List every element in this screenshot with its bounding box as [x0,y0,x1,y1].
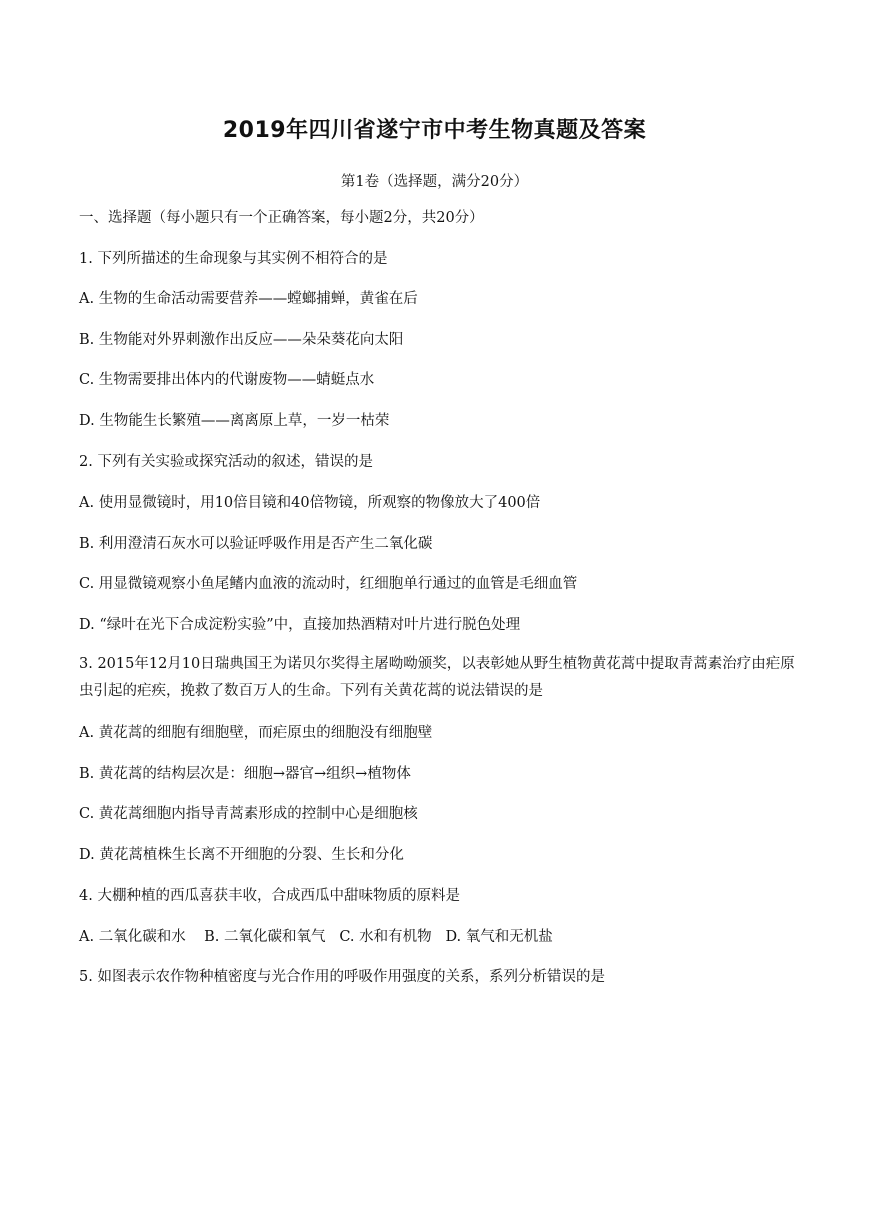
question-1-stem: 1. 下列所描述的生命现象与其实例不相符合的是 [79,251,388,267]
question-2-option-a: A. 使用显微镜时，用10倍目镜和40倍物镜，所观察的物像放大了400倍 [79,495,541,511]
paper-part-heading: 第1卷（选择题，满分20分） [340,174,529,190]
question-3-option-c: C. 黄花蒿细胞内指导青蒿素形成的控制中心是细胞核 [79,806,418,822]
question-1-option-d: D. 生物能生长繁殖——离离原上草，一岁一枯荣 [79,413,390,429]
question-3-stem: 3. 2015年12月10日瑞典国王为诺贝尔奖得主屠呦呦颁奖，以表彰她从野生植物黄花蒿中提取青蒿素治疗由疟原虫引起的疟疾，挽救了数百万人的生命。下列有关黄花蒿的说法错误的是 [79,656,795,699]
question-1-option-a: A. 生物的生命活动需要营养——螳螂捕蝉，黄雀在后 [79,291,418,307]
question-3-option-b: B. 黄花蒿的结构层次是：细胞→器官→组织→植物体 [79,766,411,782]
question-3-option-a: A. 黄花蒿的细胞有细胞壁，而疟原虫的细胞没有细胞壁 [79,725,433,741]
question-5-stem: 5. 如图表示农作物种植密度与光合作用的呼吸作用强度的关系，系列分析错误的是 [79,969,605,985]
section-heading: 一、选择题（每小题只有一个正确答案，每小题2分，共20分） [79,210,484,226]
question-3-option-d: D. 黄花蒿植株生长离不开细胞的分裂、生长和分化 [79,847,404,863]
question-4-stem: 4. 大棚种植的西瓜喜获丰收，合成西瓜中甜味物质的原料是 [79,888,460,904]
question-2-option-c: C. 用显微镜观察小鱼尾鳍内血液的流动时，红细胞单行通过的血管是毛细血管 [79,576,578,592]
question-2-option-d: D. “绿叶在光下合成淀粉实验”中，直接加热酒精对叶片进行脱色处理 [79,617,521,633]
question-1-option-c: C. 生物需要排出体内的代谢废物——蜻蜓点水 [79,372,375,388]
question-2-option-b: B. 利用澄清石灰水可以验证呼吸作用是否产生二氧化碳 [79,536,433,552]
question-1-option-b: B. 生物能对外界刺激作出反应——朵朵葵花向太阳 [79,332,404,348]
page-title: 2019年四川省遂宁市中考生物真题及答案 [222,118,647,143]
question-2-stem: 2. 下列有关实验或探究活动的叙述，错误的是 [79,454,373,470]
question-4-options: A. 二氧化碳和水 B. 二氧化碳和氧气 C. 水和有机物 D. 氧气和无机盐 [79,929,553,945]
